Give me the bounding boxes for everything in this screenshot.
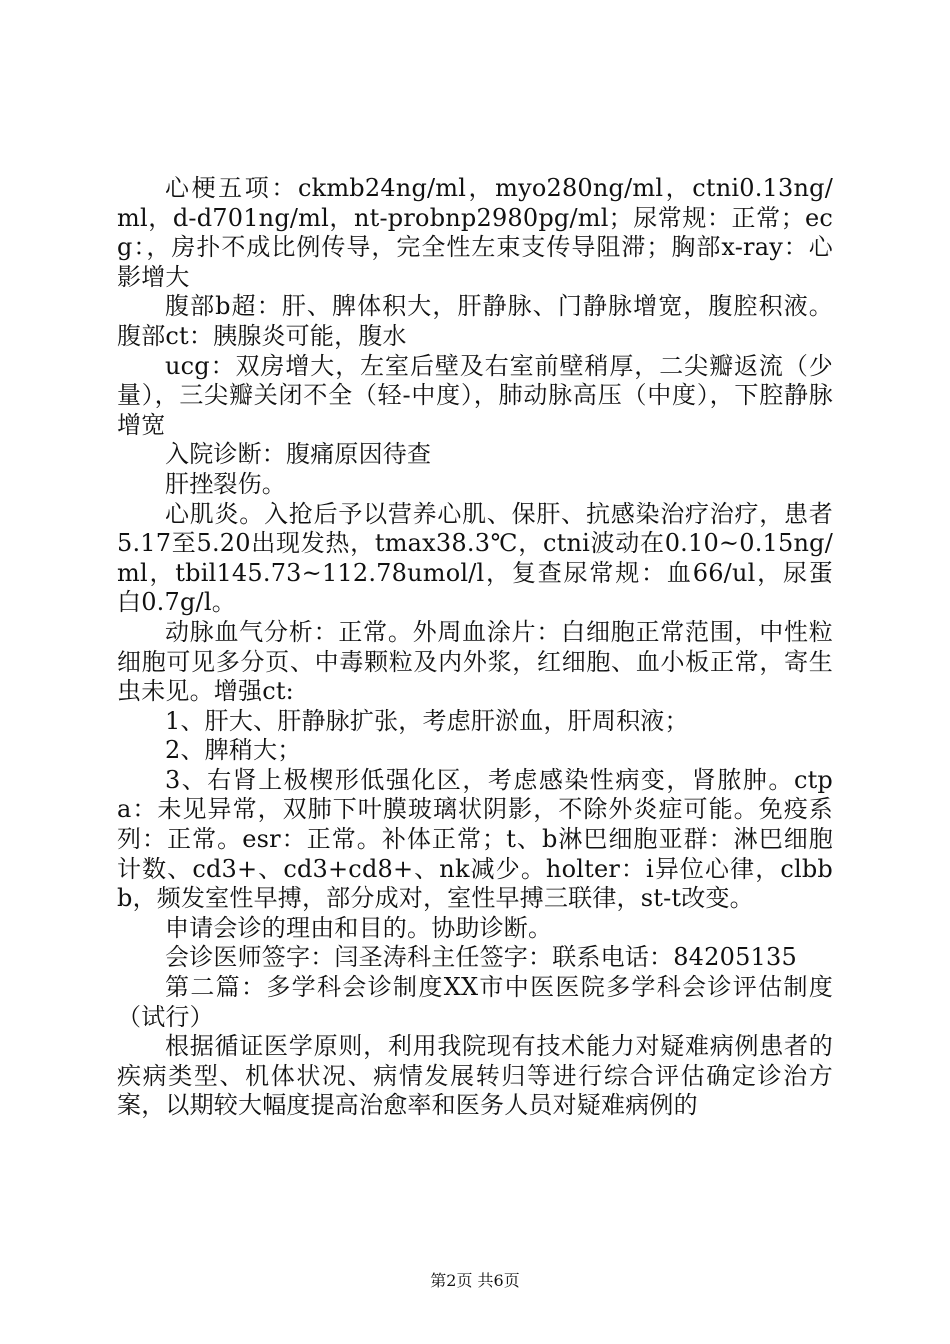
paragraph-ct-item-1: 1、肝大、肝静脉扩张，考虑肝淤血，肝周积液；: [165, 706, 689, 735]
paragraph-signatures: 会诊医师签字：闫圣涛科主任签字：联系电话：84205135: [165, 943, 797, 972]
paragraph-liver-injury: 肝挫裂伤。: [165, 469, 286, 498]
page-number-footer: 第2页 共6页: [430, 1271, 520, 1290]
document-body: [117, 174, 833, 1121]
paragraph-consult-reason: 申请会诊的理由和目的。协助诊断。: [165, 913, 553, 942]
paragraph-cardiac-markers: 心梗五项：ckmb24ng/ml，myo280ng/ml，ctni0.13ng/ml，d-d701ng/ml，nt-probnp2980pg/ml；尿常规：正常；ecg：，房扑不成比例传导，完全性左束支传导阻滞；胸部x-ray：心影增大: [117, 174, 833, 291]
paragraph-admission-diagnosis: 入院诊断：腹痛原因待查: [165, 440, 432, 469]
paragraph-ct-item-2: 2、脾稍大；: [165, 736, 302, 765]
paragraph-section-two-title: 第二篇：多学科会诊制度XX市中医医院多学科会诊评估制度（试行）: [117, 973, 833, 1031]
paragraph-blood-gas: 动脉血气分析：正常。外周血涂片：白细胞正常范围，中性粒细胞可见多分页、中毒颗粒及内外浆，红细胞、血小板正常，寄生虫未见。增强ct:: [117, 617, 833, 706]
paragraph-evidence-based: 根据循证医学原则，利用我院现有技术能力对疑难病例患者的疾病类型、机体状况、病情发展转归等进行综合评估确定诊治方案，以期较大幅度提高治愈率和医务人员对疑难病例的: [117, 1032, 833, 1120]
paragraph-abdominal-ultrasound: 腹部b超：肝、脾体积大，肝静脉、门静脉增宽，腹腔积液。腹部ct：胰腺炎可能，腹水: [117, 292, 833, 350]
paragraph-ct-item-3: 3、右肾上极楔形低强化区，考虑感染性病变，肾脓肿。ctpa：未见异常，双肺下叶膜玻璃状阴影，不除外炎症可能。免疫系列：正常。esr：正常。补体正常；t、b淋巴细胞亚群：淋巴细胞计数、cd3+、cd3+cd8+、nk减少。holter：i异位心律，clbbb，频发室性早搏，部分成对，室性早搏三联律，st-t改变。: [117, 765, 833, 913]
paragraph-myocarditis: 心肌炎。入抢后予以营养心肌、保肝、抗感染治疗治疗，患者5.17至5.20出现发热，tmax38.3℃，ctni波动在0.10~0.15ng/ml，tbil145.73~112.78umol/l，复查尿常规：血66/ul，尿蛋白0.7g/l。: [117, 499, 833, 617]
paragraph-ucg: ucg：双房增大，左室后壁及右室前壁稍厚，二尖瓣返流（少量），三尖瓣关闭不全（轻-中度），肺动脉高压（中度），下腔静脉增宽: [117, 351, 833, 439]
